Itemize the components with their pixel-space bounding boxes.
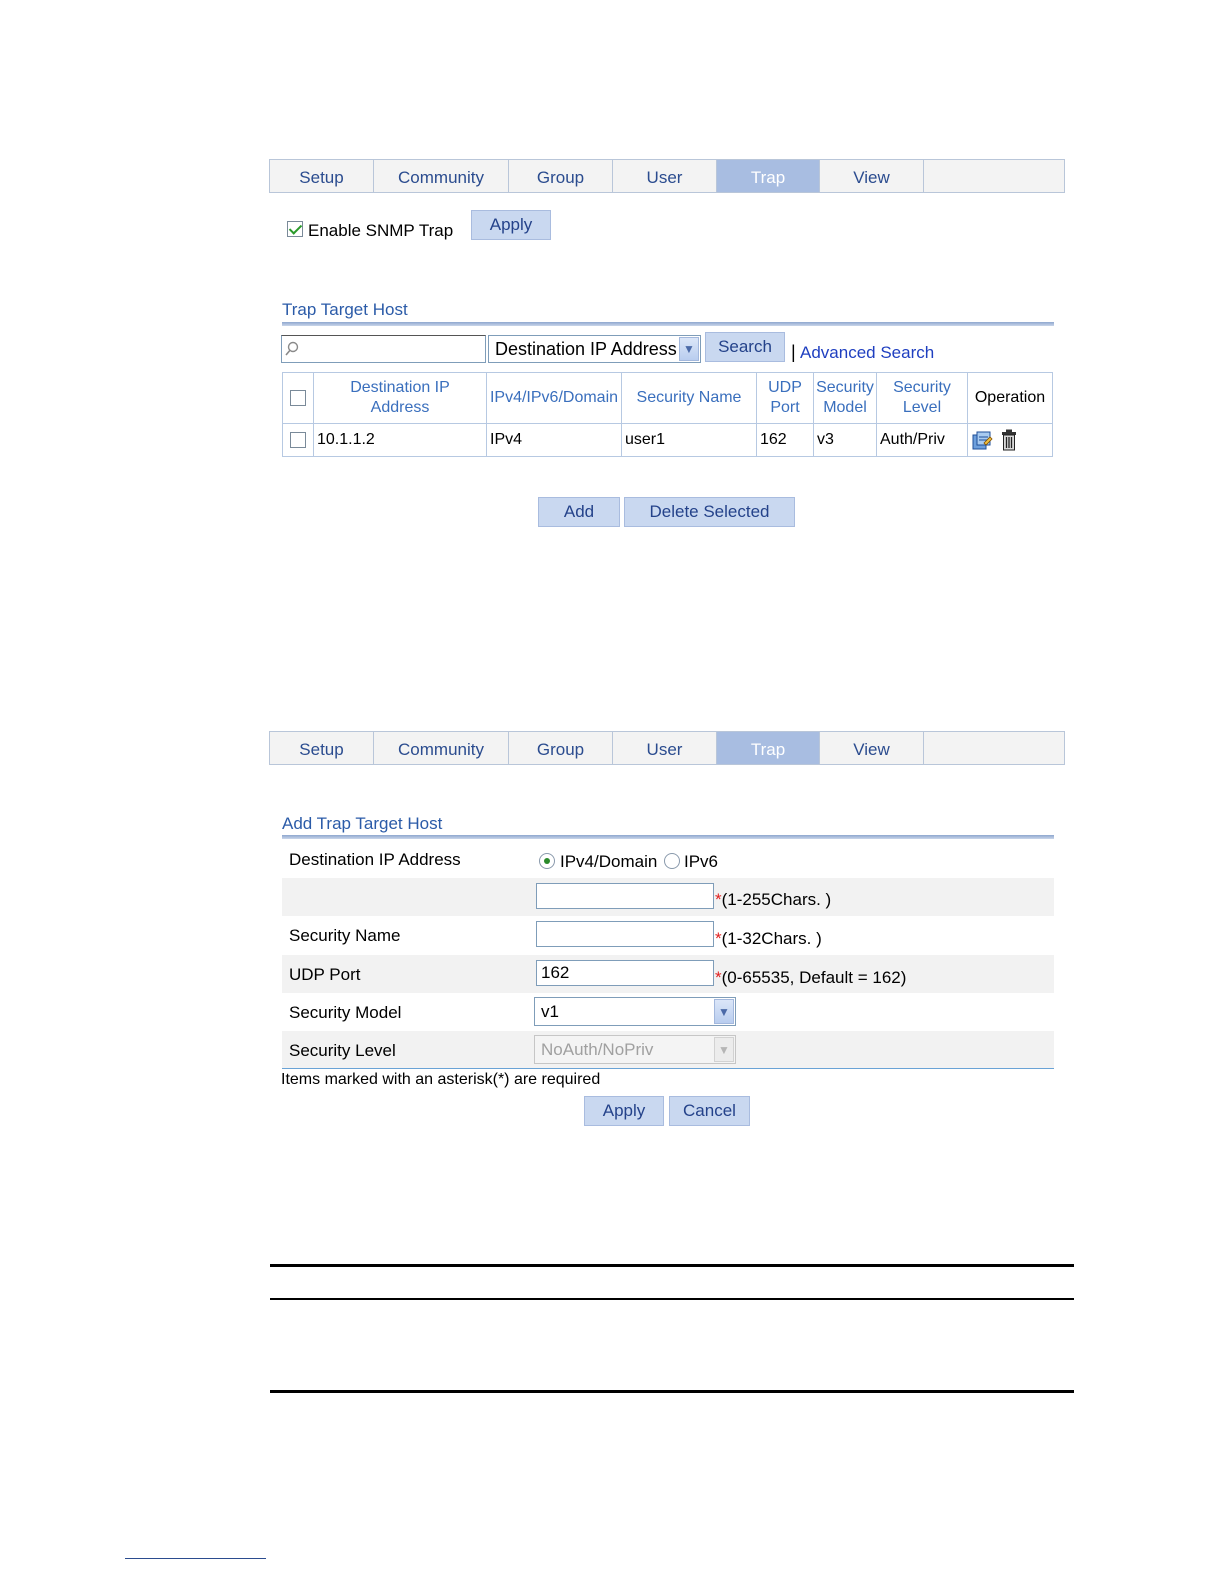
address-hint	[715, 890, 831, 910]
cell-ip-version: IPv4	[487, 424, 622, 457]
address-hint-text: (1-255Chars. )	[721, 890, 832, 909]
col-operation: Operation	[968, 373, 1053, 424]
security-name-label: Security Name	[289, 926, 401, 945]
udp-port-hint-text: (0-65535, Default = 162)	[721, 968, 907, 987]
cell-security-model: v3	[814, 424, 877, 457]
search-separator: |	[791, 342, 796, 362]
chevron-down-icon: ▼	[714, 999, 734, 1024]
required-star: *	[715, 890, 722, 909]
search-input[interactable]	[281, 335, 486, 363]
radio-ipv4-domain-label: IPv4/Domain	[560, 852, 658, 871]
delete-icon[interactable]	[1001, 429, 1017, 451]
security-model-select[interactable]	[534, 997, 736, 1026]
edit-icon[interactable]	[971, 429, 993, 451]
udp-port-label: UDP Port	[289, 965, 361, 984]
col-destination-ip: Destination IP Address	[314, 373, 487, 424]
required-star: *	[715, 929, 722, 948]
radio-ipv4-domain[interactable]	[539, 853, 555, 869]
search-field-select[interactable]	[488, 335, 701, 363]
tab-community[interactable]: Community	[374, 732, 509, 764]
search-button[interactable]: Search	[705, 332, 785, 362]
cell-operation	[968, 424, 1053, 457]
col-udp-port: UDP Port	[757, 373, 814, 424]
security-level-value: NoAuth/NoPriv	[541, 1039, 654, 1059]
tab-group[interactable]: Group	[509, 732, 613, 764]
security-name-input[interactable]	[536, 921, 714, 947]
tab-view[interactable]: View	[820, 732, 924, 764]
col-security-model: Security Model	[814, 373, 877, 424]
security-name-hint-text: (1-32Chars. )	[721, 929, 822, 948]
col-ip-version: IPv4/IPv6/Domain	[487, 373, 622, 424]
note-bottom-rule	[270, 1390, 1074, 1393]
udp-port-hint	[715, 968, 906, 988]
advanced-search-link[interactable]: Advanced Search	[800, 343, 935, 362]
address-row	[282, 878, 1054, 916]
destination-ip-label: Destination IP Address	[289, 850, 461, 869]
search-field-value: Destination IP Address	[495, 338, 677, 359]
udp-port-row	[282, 955, 1054, 993]
form-bottom-divider	[282, 1068, 1054, 1069]
cell-destination-ip: 10.1.1.2	[314, 424, 487, 457]
tab-setup[interactable]: Setup	[270, 160, 374, 192]
required-star: *	[715, 968, 722, 987]
select-all-cell	[283, 373, 314, 424]
tab-group[interactable]: Group	[509, 160, 613, 192]
security-model-label: Security Model	[289, 1003, 402, 1022]
destination-ip-row	[282, 841, 1054, 879]
cell-udp-port: 162	[757, 424, 814, 457]
tab-view[interactable]: View	[820, 160, 924, 192]
tab-user[interactable]: User	[613, 160, 717, 192]
add-trap-target-host-title: Add Trap Target Host	[282, 814, 443, 833]
note-top-rule	[270, 1264, 1074, 1267]
security-model-row	[282, 993, 1054, 1031]
security-level-select[interactable]	[534, 1035, 736, 1064]
delete-selected-button[interactable]: Delete Selected	[624, 497, 795, 527]
col-security-level: Security Level	[877, 373, 968, 424]
security-name-row	[282, 916, 1054, 954]
security-model-value: v1	[541, 1001, 559, 1021]
search-icon	[285, 341, 299, 357]
trap-target-host-title: Trap Target Host	[282, 300, 408, 319]
add-button[interactable]: Add	[538, 497, 620, 527]
row-select-cell	[283, 424, 314, 457]
table-row	[283, 424, 1053, 457]
trap-host-table	[282, 372, 1053, 457]
enable-snmp-trap-label: Enable SNMP Trap	[308, 221, 454, 240]
select-all-checkbox[interactable]	[290, 390, 306, 406]
tab-bar-filler	[924, 732, 1064, 764]
col-security-name: Security Name	[622, 373, 757, 424]
security-level-label: Security Level	[289, 1041, 396, 1060]
tab-bar-2	[269, 731, 1065, 765]
tab-trap[interactable]: Trap	[717, 732, 820, 764]
apply-trap-button[interactable]: Apply	[471, 210, 551, 240]
required-note: Items marked with an asterisk(*) are required	[281, 1071, 601, 1088]
tab-bar-filler	[924, 160, 1064, 192]
row-checkbox[interactable]	[290, 432, 306, 448]
chevron-down-icon: ▼	[679, 337, 699, 361]
section-divider	[282, 835, 1054, 839]
radio-ipv6-label: IPv6	[684, 852, 719, 871]
enable-snmp-trap-checkbox[interactable]	[287, 221, 303, 237]
address-input[interactable]	[536, 883, 714, 909]
tab-bar	[269, 159, 1065, 193]
security-name-hint	[715, 929, 822, 949]
tab-user[interactable]: User	[613, 732, 717, 764]
cell-security-level: Auth/Priv	[877, 424, 968, 457]
chevron-down-icon: ▼	[714, 1037, 734, 1062]
tab-community[interactable]: Community	[374, 160, 509, 192]
radio-ipv6[interactable]	[664, 853, 680, 869]
note-mid-rule	[270, 1298, 1074, 1300]
cell-security-name: user1	[622, 424, 757, 457]
tab-trap[interactable]: Trap	[717, 160, 820, 192]
udp-port-input[interactable]: 162	[536, 960, 714, 986]
section-divider	[282, 322, 1054, 326]
security-level-row	[282, 1031, 1054, 1069]
apply-button[interactable]: Apply	[584, 1096, 664, 1126]
cancel-button[interactable]: Cancel	[669, 1096, 750, 1126]
table-header-row	[283, 373, 1053, 424]
footer-link-underline	[125, 1558, 266, 1559]
tab-setup[interactable]: Setup	[270, 732, 374, 764]
